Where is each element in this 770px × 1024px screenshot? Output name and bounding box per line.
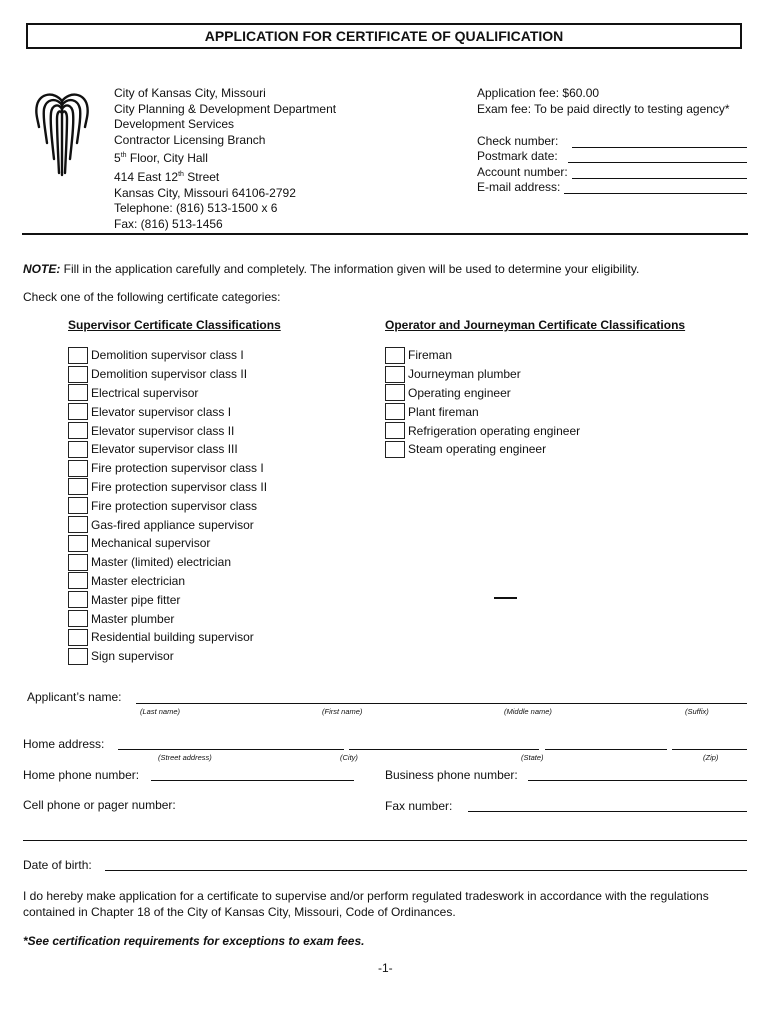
dob-field[interactable]: [105, 870, 747, 871]
form-title: APPLICATION FOR CERTIFICATE OF QUALIFICATION: [26, 23, 742, 49]
org-branch: Contractor Licensing Branch: [114, 132, 266, 147]
note: [23, 262, 639, 276]
supervisor-classification-checkbox[interactable]: [68, 460, 88, 477]
home-phone-label: Home phone number:: [23, 768, 140, 782]
org-dept: City Planning & Development Department: [114, 101, 337, 116]
zip-field[interactable]: [672, 749, 747, 750]
supervisor-classification-item[interactable]: [68, 402, 267, 421]
operator-classification-item[interactable]: [385, 346, 580, 365]
supervisor-classification-label: Residential building supervisor: [91, 630, 254, 645]
org-fax: Fax: (816) 513-1456: [114, 216, 223, 231]
street-caption: (Street address): [158, 753, 212, 762]
supervisor-classification-label: Fire protection supervisor class II: [91, 479, 268, 494]
check-number-label: Check number:: [477, 133, 559, 148]
supervisor-classification-checkbox[interactable]: [68, 366, 88, 383]
supervisor-classification-label: Sign supervisor: [91, 649, 174, 664]
operator-classification-item[interactable]: [385, 421, 580, 440]
supervisor-classification-label: Gas-fired appliance supervisor: [91, 517, 254, 532]
supervisor-classification-label: Demolition supervisor class I: [91, 348, 244, 363]
note-text: Fill in the application carefully and completely. The information given will be used to determine your eligibility.: [60, 262, 640, 276]
operator-classification-checkbox[interactable]: [385, 366, 405, 383]
operator-classification-item[interactable]: [385, 440, 580, 459]
email-label: E-mail address:: [477, 180, 561, 195]
supervisor-classification-item[interactable]: [68, 647, 267, 666]
city-field[interactable]: [349, 749, 539, 750]
supervisor-classification-item[interactable]: [68, 365, 267, 384]
zip-caption: (Zip): [703, 753, 719, 762]
operator-classification-label: Operating engineer: [408, 385, 511, 400]
operator-classification-label: Steam operating engineer: [408, 442, 547, 457]
supervisor-classification-checkbox[interactable]: [68, 572, 88, 589]
first-name-caption: (First name): [322, 707, 363, 716]
email-field[interactable]: [564, 182, 747, 194]
account-number-label: Account number:: [477, 164, 568, 179]
supervisor-classification-checkbox[interactable]: [68, 629, 88, 646]
org-division: Development Services: [114, 117, 235, 132]
postmark-date-row: [477, 148, 747, 164]
home-phone-field[interactable]: [151, 780, 354, 781]
state-caption: (State): [521, 753, 544, 762]
suffix-caption: (Suffix): [685, 707, 709, 716]
supervisor-classification-item[interactable]: [68, 421, 267, 440]
operator-classification-checkbox[interactable]: [385, 403, 405, 420]
supervisor-classification-item[interactable]: [68, 478, 267, 497]
org-telephone: Telephone: (816) 513-1500 x 6: [114, 201, 278, 216]
operator-classification-item[interactable]: [385, 384, 580, 403]
supervisor-classification-checkbox[interactable]: [68, 478, 88, 495]
payment-fields: [477, 132, 747, 194]
fax-number-label: Fax number:: [385, 799, 453, 813]
declaration: I do hereby make application for a certificate to supervise and/or perform regulated tradeswork in accordance with the regulations contained in Chapter 18 of the City of Kansas City, Missouri, Code of Ordinances.: [23, 889, 709, 919]
postmark-date-field[interactable]: [568, 151, 747, 163]
supervisor-classification-label: Electrical supervisor: [91, 385, 199, 400]
check-number-row: [477, 132, 747, 148]
org-street: 414 East 12th Street: [114, 169, 220, 184]
supervisor-classification-checkbox[interactable]: [68, 347, 88, 364]
operator-checklist: [385, 346, 580, 459]
org-address-block: [114, 86, 336, 232]
supervisor-classification-label: Mechanical supervisor: [91, 536, 211, 551]
fees-block: [477, 86, 730, 117]
supervisor-classification-item[interactable]: [68, 496, 267, 515]
supervisor-classification-label: Master (limited) electrician: [91, 555, 232, 570]
applicant-name-label: Applicant’s name:: [27, 690, 122, 704]
check-number-field[interactable]: [572, 136, 747, 148]
supervisor-classification-label: Elevator supervisor class III: [91, 442, 238, 457]
supervisor-classification-label: Elevator supervisor class II: [91, 423, 235, 438]
supervisor-classification-item[interactable]: [68, 590, 267, 609]
supervisor-classification-item[interactable]: [68, 384, 267, 403]
org-city: City of Kansas City, Missouri: [114, 86, 266, 100]
stray-mark: [494, 597, 517, 599]
supervisor-classification-item[interactable]: [68, 459, 267, 478]
applicant-name-field[interactable]: [136, 703, 747, 704]
operator-classification-label: Fireman: [408, 348, 453, 363]
supervisor-classification-item[interactable]: [68, 440, 267, 459]
supervisor-classification-label: Master plumber: [91, 611, 175, 626]
supervisor-classification-checkbox[interactable]: [68, 422, 88, 439]
operator-classification-label: Plant fireman: [408, 404, 479, 419]
operator-classification-checkbox[interactable]: [385, 384, 405, 401]
fax-number-field[interactable]: [468, 811, 747, 812]
business-phone-field[interactable]: [528, 780, 747, 781]
supervisor-classification-item[interactable]: [68, 515, 267, 534]
supervisor-classification-item[interactable]: [68, 609, 267, 628]
supervisor-classification-label: Elevator supervisor class I: [91, 404, 232, 419]
category-instruction: Check one of the following certificate categories:: [23, 290, 281, 304]
street-address-field[interactable]: [118, 749, 344, 750]
business-phone-label: Business phone number:: [385, 768, 518, 782]
supervisor-heading: Supervisor Certificate Classifications: [68, 318, 281, 332]
cell-phone-label: Cell phone or pager number:: [23, 798, 176, 812]
city-caption: (City): [340, 753, 358, 762]
operator-classification-checkbox[interactable]: [385, 441, 405, 458]
supervisor-classification-checkbox[interactable]: [68, 403, 88, 420]
operator-classification-label: Refrigeration operating engineer: [408, 423, 581, 438]
supervisor-classification-label: Master electrician: [91, 573, 186, 588]
operator-heading: Operator and Journeyman Certificate Classifications: [385, 318, 686, 332]
city-fountain-logo: [32, 87, 92, 179]
exam-fee: Exam fee: To be paid directly to testing agency*: [477, 101, 730, 116]
supervisor-classification-item[interactable]: [68, 572, 267, 591]
operator-classification-item[interactable]: [385, 402, 580, 421]
operator-classification-item[interactable]: [385, 365, 580, 384]
supervisor-classification-item[interactable]: [68, 346, 267, 365]
supervisor-classification-checkbox[interactable]: [68, 384, 88, 401]
account-number-field[interactable]: [572, 167, 747, 179]
supervisor-classification-checkbox[interactable]: [68, 516, 88, 533]
application-fee: Application fee: $60.00: [477, 86, 600, 100]
supervisor-classification-checkbox[interactable]: [68, 591, 88, 608]
exam-fee-footnote: *See certification requirements for exceptions to exam fees.: [23, 934, 365, 948]
note-label: NOTE:: [23, 262, 61, 276]
supervisor-classification-label: Master pipe fitter: [91, 592, 181, 607]
last-name-caption: (Last name): [140, 707, 181, 716]
org-floor: 5th Floor, City Hall: [114, 151, 208, 166]
account-number-row: [477, 163, 747, 179]
supervisor-classification-checkbox[interactable]: [68, 610, 88, 627]
org-citystate: Kansas City, Missouri 64106-2792: [114, 185, 296, 200]
supervisor-classification-label: Fire protection supervisor class: [91, 498, 258, 513]
supervisor-classification-item[interactable]: [68, 553, 267, 572]
supervisor-classification-checkbox[interactable]: [68, 497, 88, 514]
supervisor-checklist: [68, 346, 267, 666]
middle-name-caption: (Middle name): [504, 707, 552, 716]
blank-line-field[interactable]: [23, 840, 747, 841]
supervisor-classification-checkbox[interactable]: [68, 648, 88, 665]
supervisor-classification-item[interactable]: [68, 534, 267, 553]
supervisor-classification-item[interactable]: [68, 628, 267, 647]
email-row: [477, 179, 747, 195]
operator-classification-checkbox[interactable]: [385, 347, 405, 364]
operator-classification-checkbox[interactable]: [385, 422, 405, 439]
page-number: -1-: [378, 961, 393, 975]
supervisor-classification-checkbox[interactable]: [68, 554, 88, 571]
home-address-label: Home address:: [23, 737, 105, 751]
state-field[interactable]: [545, 749, 667, 750]
dob-label: Date of birth:: [23, 858, 92, 872]
postmark-date-label: Postmark date:: [477, 149, 558, 164]
operator-classification-label: Journeyman plumber: [408, 367, 521, 382]
header-divider: [22, 233, 748, 235]
supervisor-classification-label: Demolition supervisor class II: [91, 367, 248, 382]
supervisor-classification-checkbox[interactable]: [68, 535, 88, 552]
supervisor-classification-checkbox[interactable]: [68, 441, 88, 458]
supervisor-classification-label: Fire protection supervisor class I: [91, 461, 264, 476]
